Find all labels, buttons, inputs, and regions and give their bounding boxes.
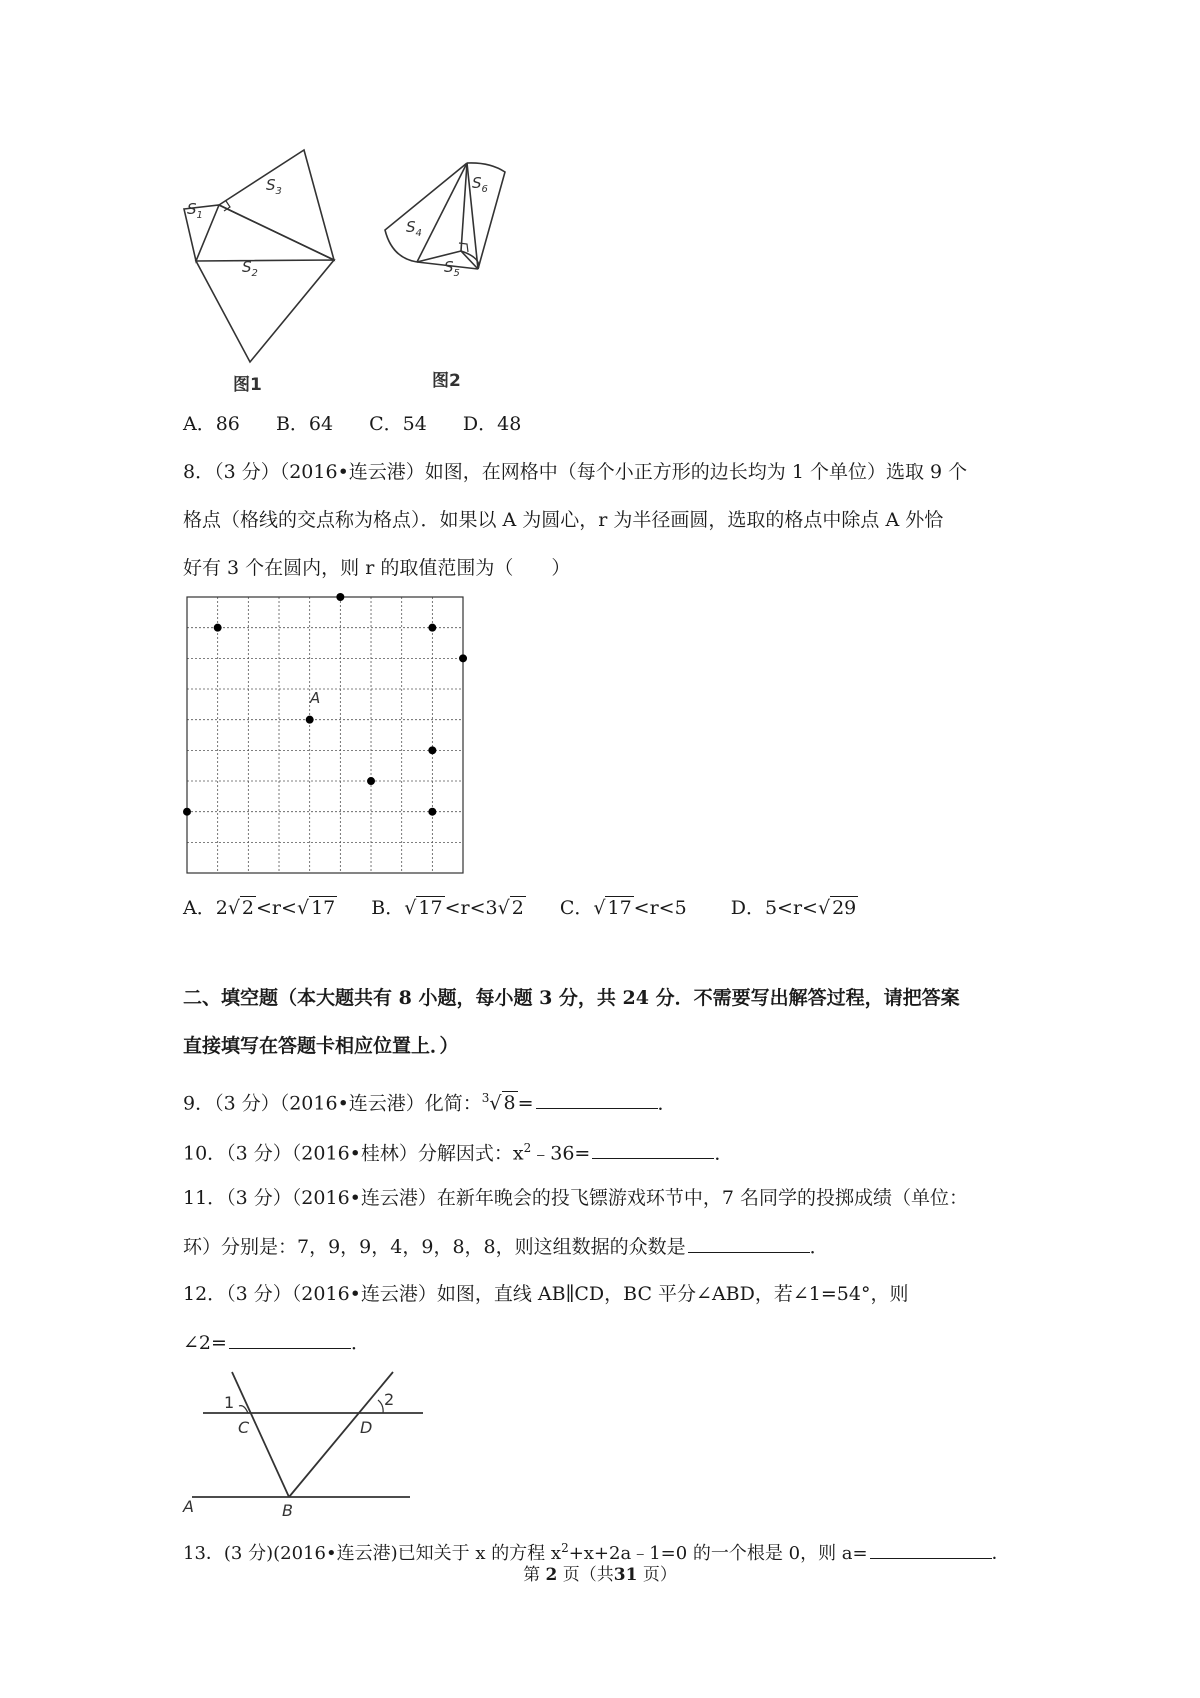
q8-line-1: 8．（3 分）（2016•连云港）如图，在网格中（每个小正方形的边长均为 1 个单位）选取 9 个 [183,461,968,483]
label-s2: $S_2$ [242,258,258,279]
page-footer: 第 2 页（共31 页） [523,1565,677,1585]
q13: 13．(3 分)(2016•连云港)已知关于 x 的方程 $x^2+x+2a﹣1=0$ 的一个根是 0，则 a= ． [183,1541,1010,1564]
label-s3: $S_3$ [266,176,282,197]
grid-point [336,593,344,601]
q8-option-a: A．2√ 2 <r<√ 17 [183,897,336,919]
angle-1-label: 1 [224,1393,235,1412]
q8-options [183,896,858,920]
grid-point [367,777,375,785]
q11-answer-blank[interactable] [688,1234,810,1253]
section2-heading-line-1: 二、填空题（本大题共有 8 小题，每小题 3 分，共 24 分．不需要写出解答过程，请把答案 [183,987,960,1009]
q10: 10．（3 分）（2016•桂林）分解因式：$x^2﹣36=$ ． [183,1141,734,1165]
q9-answer-blank[interactable] [536,1090,658,1109]
grid-point [428,624,436,632]
grid-point [214,624,222,632]
q7-option-c: C．54 [369,413,427,435]
caption-fig2: 图2 [432,371,461,391]
label-s4: $S_4$ [406,218,422,239]
label-s6: $S_6$ [472,174,488,195]
q8-line-2: 格点（格线的交点称为格点）．如果以 A 为圆心，r 为半径画圆，选取的格点中除点 A 外恰 [183,509,944,531]
grid-point [306,716,314,724]
q12-answer-blank[interactable] [229,1330,351,1349]
figure-q7 [170,140,570,400]
q12-line-2: ∠2= ． [183,1332,370,1354]
q8-option-d: D．5<r<√ 29 [730,897,857,919]
section2-heading-line-2: 直接填写在答题卡相应位置上．） [183,1035,459,1057]
q9: 9．（3 分）（2016•连云港）化简：$^3$√ 8 = ． [183,1091,677,1115]
grid-point [183,808,191,816]
q7-option-b: B．64 [275,413,334,435]
q7-option-a: A．86 [183,413,240,435]
q12-line-1: 12．（3 分）（2016•连云港）如图，直线 AB∥CD，BC 平分∠ABD，若∠1=54°，则 [183,1283,909,1305]
figure-2 [385,163,505,269]
q12-figure [178,1360,438,1520]
point-a-label-q12: A [183,1497,194,1516]
grid-point [428,746,436,754]
q7-options [183,412,521,436]
q10-answer-blank[interactable] [592,1140,714,1159]
caption-fig1: 图1 [233,375,262,395]
q7-option-d: D．48 [462,413,522,435]
q11-line-2: 环）分别是：7，9，9，4，9，8，8，则这组数据的众数是 ． [183,1236,829,1258]
angle-2-label: 2 [384,1390,395,1409]
q13-answer-blank[interactable] [870,1540,992,1559]
q8-grid-figure [180,590,480,880]
point-b-label: B [282,1501,293,1520]
q11-line-1: 11．（3 分）（2016•连云港）在新年晚会的投飞镖游戏环节中，7 名同学的投掷成绩（单位： [183,1187,968,1209]
figure-1 [184,150,334,362]
point-d-label: D [360,1418,373,1437]
label-s5: $S_5$ [444,258,460,279]
label-s1: $S_1$ [187,200,203,221]
point-c-label: C [238,1418,250,1437]
grid-point [459,654,467,662]
grid-point [428,808,436,816]
point-a-label: A [310,689,321,707]
q8-option-c: C．√ 17 <r<5 [559,897,687,919]
q8-line-3: 好有 3 个在圆内，则 r 的取值范围为（ ） [183,557,571,579]
q8-option-b: B．√ 17 <r<3√ 2 [371,897,524,919]
